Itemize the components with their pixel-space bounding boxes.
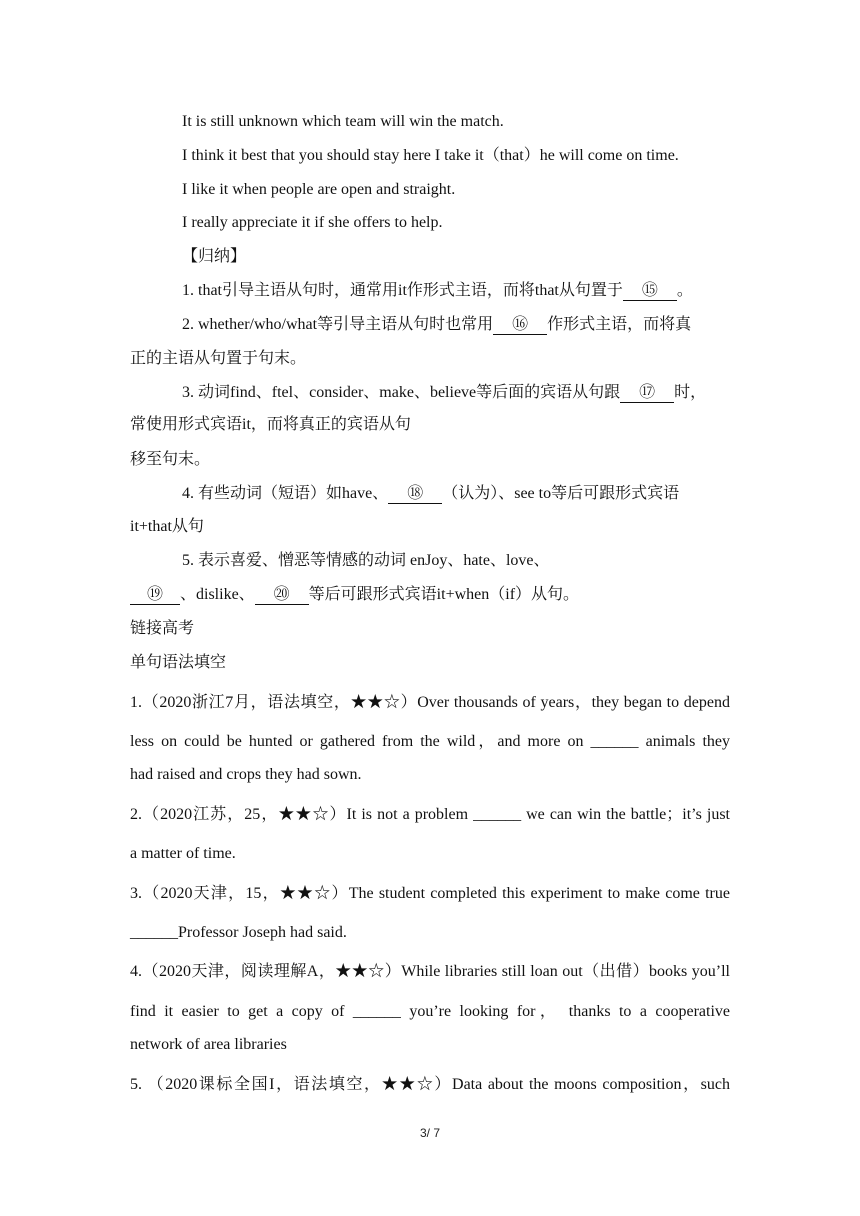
blank-18: ⑱: [388, 485, 442, 504]
rule-1: [182, 280, 693, 302]
blank-19: ⑲: [130, 586, 180, 605]
blank-17: ⑰: [620, 384, 674, 403]
question-3-line-1: 3.（2020天津，15，★★☆）The student completed this experiment to make come true: [130, 885, 730, 902]
summary-heading: 【归纳】: [182, 248, 247, 265]
rule-4-tail: （认为）、see to等后可跟形式宾语: [442, 485, 680, 502]
question-5-line-1: 5. （2020课标全国I，语法填空，★★☆）Data about the moons composition，such: [130, 1076, 730, 1093]
rule-4-continued: it+that从句: [130, 518, 204, 535]
rule-2-text: 2. whether/who/what等引导主语从句时也常用: [182, 316, 494, 333]
question-3-line-2: ______Professor Joseph had said.: [130, 924, 347, 941]
link-heading: 链接高考: [130, 620, 195, 637]
rule-1-text: 1. that引导主语从句时，通常用it作形式主语，而将that从句置于: [182, 282, 623, 299]
question-1-line-2: less on could be hunted or gathered from the wild，and more on ______ animals they: [130, 733, 730, 750]
rule-5: 5. 表示喜爱、憎恶等情感的动词 enJoy、hate、love、: [182, 552, 550, 569]
rule-3: [182, 382, 706, 404]
rule-2-tail: 作形式主语，而将真: [547, 316, 692, 333]
rule-3-text: 3. 动词find、ftel、consider、make、believe等后面的宾语从句跟: [182, 384, 621, 401]
rule-2-continued: 正的主语从句置于句末。: [130, 350, 307, 367]
rule-5-continued: [130, 584, 579, 606]
question-2-line-1: 2.（2020江苏，25，★★☆）It is not a problem ______ we can win the battle；it’s just: [130, 806, 730, 823]
question-1-line-3: had raised and crops they had sown.: [130, 766, 362, 783]
rule-5-tail: 等后可跟形式宾语it+when（if）从句。: [308, 586, 580, 603]
rule-1-tail: 。: [676, 282, 693, 299]
question-4-line-2: find it easier to get a copy of ______ you’re looking for， thanks to a cooperative: [130, 1003, 730, 1020]
question-4-line-1: 4.（2020天津，阅读理解A，★★☆）While libraries still loan out（出借）books you’ll: [130, 963, 730, 980]
question-2-line-2: a matter of time.: [130, 845, 236, 862]
rule-4-text: 4. 有些动词（短语）如have、: [182, 485, 389, 502]
example-sentence-1: It is still unknown which team will win the match.: [182, 113, 504, 130]
exercise-heading: 单句语法填空: [130, 654, 227, 671]
example-sentence-2: I think it best that you should stay here I take it（that）he will come on time.: [182, 147, 679, 164]
page-number: 3/ 7: [419, 1126, 440, 1140]
example-sentence-3: I like it when people are open and straight.: [182, 181, 456, 198]
rule-5-mid: 、dislike、: [180, 586, 255, 603]
rule-3-continued: 常使用形式宾语it，而将真正的宾语从句: [130, 416, 411, 433]
rule-3-tail: 时，: [674, 384, 707, 401]
blank-16: ⑯: [493, 316, 547, 335]
rule-3-continued-2: 移至句末。: [130, 451, 211, 468]
example-sentence-4: I really appreciate it if she offers to help.: [182, 214, 443, 231]
rule-2: [182, 314, 691, 336]
question-1-line-1: 1.（2020浙江7月，语法填空，★★☆）Over thousands of years，they began to depend: [130, 694, 730, 711]
blank-15: ⑮: [623, 282, 677, 301]
blank-20: ⑳: [255, 586, 309, 605]
question-4-line-3: network of area libraries: [130, 1036, 287, 1053]
rule-4: [182, 483, 679, 505]
